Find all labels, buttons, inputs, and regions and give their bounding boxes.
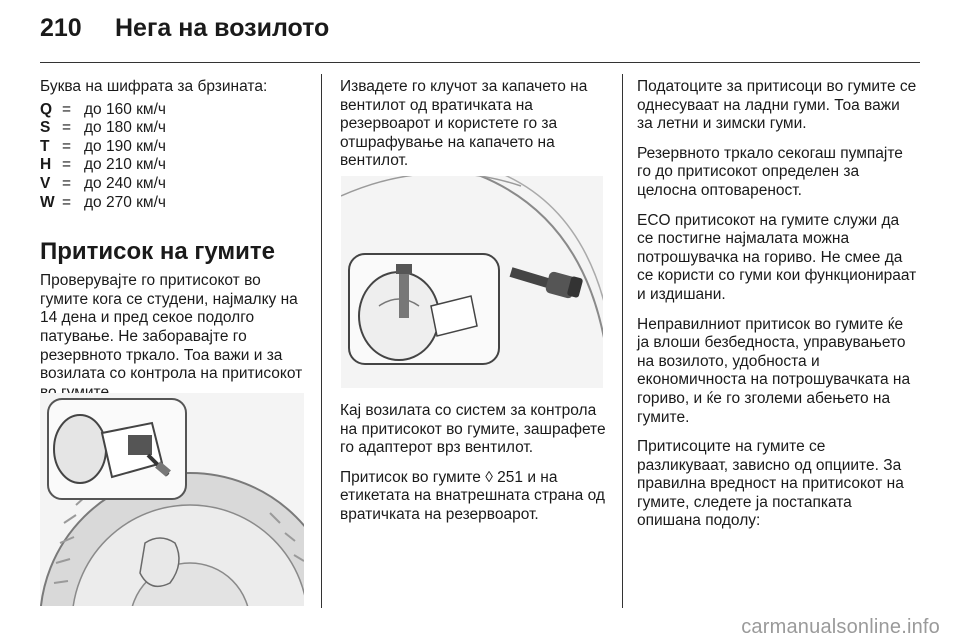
column-middle-lower: [340, 402, 608, 536]
speed-code-row: [40, 156, 308, 175]
section-title: Нега на возилото: [115, 14, 330, 42]
body-paragraph: Податоците за притисоци во гумите се однесуваат на ладни гуми. Тоа важи за летни и зимски гуми.: [637, 78, 917, 133]
tyre-pressure-heading: Притисок на гумите: [40, 238, 276, 266]
equals-sign: =: [62, 193, 72, 211]
speed-code-value: до 190 км/ч: [84, 137, 166, 155]
valve-drawing: [341, 176, 603, 388]
body-paragraph: Притисок во гумите ◊ 251 и на етикетата на внатрешната страна од вратичката на резервоарот.: [340, 468, 605, 523]
fuel-flap-illustration: [40, 393, 304, 606]
column-middle: [340, 78, 608, 182]
body-paragraph: Извадете го клучот за капачето на вентилот од вратичката на резервоарот и користете го за отшрафување на капачето на вентилот.: [340, 78, 588, 170]
equals-sign: =: [62, 137, 72, 155]
column-divider: [321, 74, 322, 608]
speed-code-row: [40, 101, 308, 120]
speed-code-value: до 240 км/ч: [84, 174, 166, 192]
speed-code-row: [40, 119, 308, 138]
body-paragraph: Кај возилата со систем за контрола на притисокот во гумите, зашрафете го адаптерот врз вентилот.: [340, 402, 606, 457]
equals-sign: =: [62, 119, 72, 137]
column-left: [40, 78, 308, 413]
speed-code-value: до 180 км/ч: [84, 119, 166, 137]
equals-sign: =: [62, 156, 72, 174]
body-paragraph: Притисоците на гумите се разликуваат, зависно од опциите. За правилна вредност на притисокот на гумите, следете ја постапката опишана подолу:: [637, 438, 904, 530]
speed-code-list: [40, 101, 308, 213]
speed-code-value: до 270 км/ч: [84, 193, 166, 211]
watermark: carmanualsonline.info: [741, 616, 940, 638]
equals-sign: =: [62, 100, 72, 118]
speed-code-row: [40, 175, 308, 194]
body-paragraph: Проверувајте го притисокот во гумите кога се студени, најмалку на 14 дена и пред секое подолго патување. Не заборавајте го резервното тркало. Тоа важи и за возилата со контрола на притисокот: [40, 272, 303, 383]
body-paragraph: Неправилниот притисок во гумите ќе ја влоши безбедноста, управувањето на возилото, удобноста и економичноста на потрошувачката на гориво, и ќе го зголеми абењето на гумите.: [637, 315, 911, 426]
fuel-flap-drawing: [40, 393, 304, 606]
body-paragraph: Резервното тркало секогаш пумпајте го до притисокот определен за целосна оптовареност.: [637, 144, 903, 199]
body-paragraph: ECO притисокот на гумите служи да се постигне најмалата можна потрошувачка на гориво. Не смее да се користи со гуми кои функционираат и издишани.: [637, 211, 917, 303]
speed-code-row: [40, 194, 308, 213]
speed-code-value: до 160 км/ч: [84, 100, 166, 118]
page-number: 210: [40, 14, 82, 42]
speed-code-row: [40, 138, 308, 157]
speed-code-letter: V: [40, 174, 51, 192]
speed-code-intro: Буква на шифрата за брзината:: [40, 78, 268, 95]
speed-code-letter: H: [40, 156, 52, 174]
header-rule: [40, 62, 920, 63]
column-divider: [622, 74, 623, 608]
speed-code-letter: W: [40, 193, 55, 211]
page-header: [0, 0, 960, 62]
valve-cap-illustration: [341, 176, 603, 388]
column-right: [637, 78, 917, 542]
speed-code-letter: T: [40, 137, 50, 155]
speed-code-letter: S: [40, 119, 51, 137]
equals-sign: =: [62, 174, 72, 192]
speed-code-value: до 210 км/ч: [84, 156, 166, 174]
speed-code-letter: Q: [40, 100, 53, 118]
